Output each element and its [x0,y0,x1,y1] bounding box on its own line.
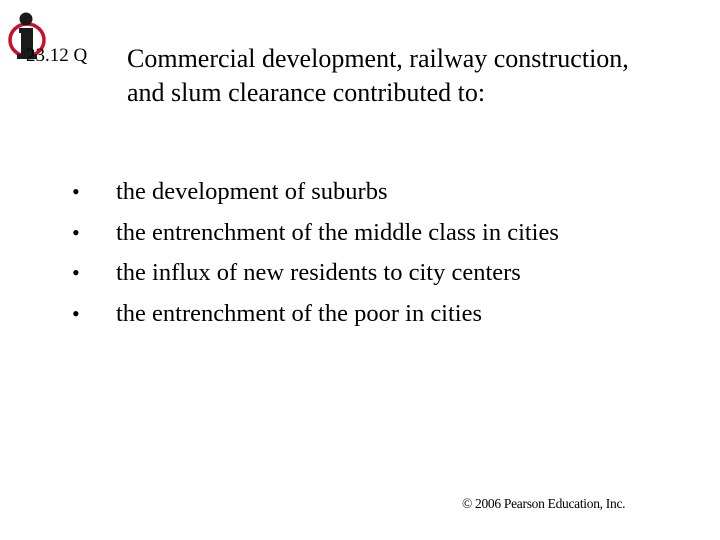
answer-options [72,172,559,334]
answer-option-text: the entrenchment of the poor in cities [116,299,483,327]
answer-option-text: the entrenchment of the middle class in cities [116,218,559,246]
question-text [127,42,707,110]
answer-option-text: the development of suburbs [116,178,388,205]
answer-option [72,253,559,294]
bullet-icon: • [72,219,80,245]
bullet-icon: • [72,300,80,326]
question-line-1: Commercial development, railway construction, [127,44,629,73]
copyright-notice: © 2006 Pearson Education, Inc. [462,496,626,511]
answer-option [72,294,559,335]
question-number: 23.12 Q [26,45,88,66]
answer-option [72,172,559,213]
bullet-icon: • [72,260,80,285]
bullet-icon: • [72,179,80,204]
answer-option-text: the influx of new residents to city centers [116,259,521,286]
answer-option [72,213,559,254]
question-line-2: and slum clearance contributed to: [127,78,486,107]
